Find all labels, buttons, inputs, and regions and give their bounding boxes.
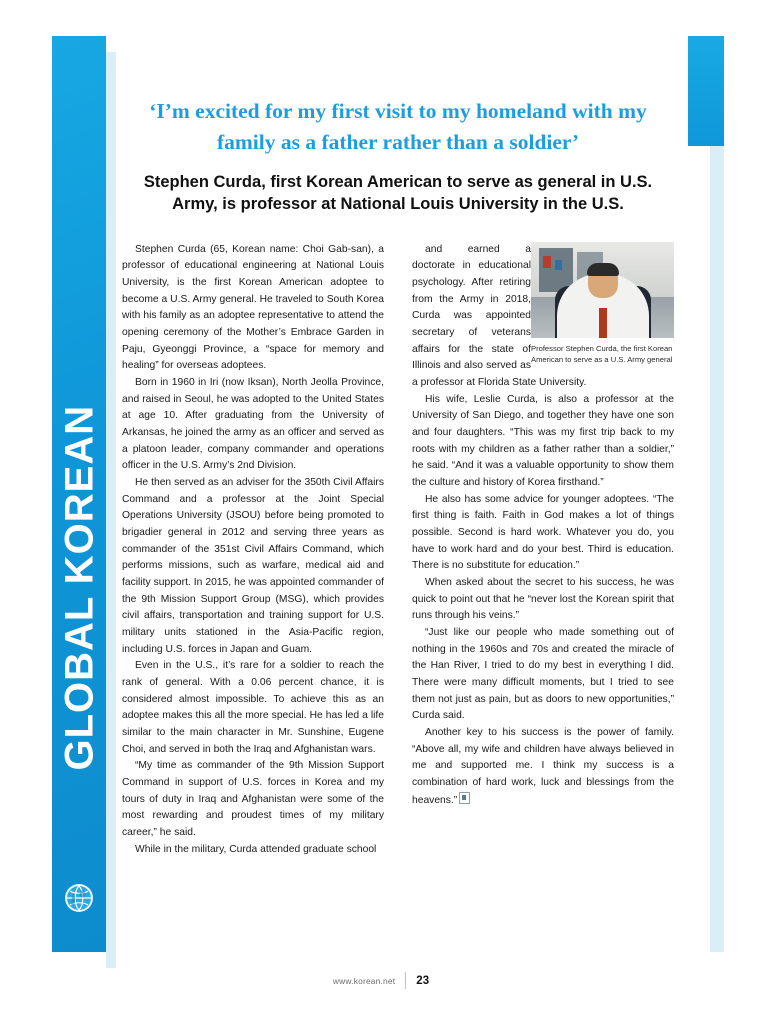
- section-title: GLOBAL KOREAN: [57, 404, 102, 771]
- corner-accent-band-light: [710, 146, 724, 952]
- paragraph: He then served as an adviser for the 350th Civil Affairs Command and a professor at the Joint Special Operations University (JSOU) before being promoted to brigadier general in 2012 and serving three years as commander of the 351st Civil Affairs Command, which performs missions, such as warfare, medical aid and facility support. In 2015, he was appointed commander of the 9th Mission Support Group (MSG), which provides civil affairs, transportation and training support for U.S. military units stationed in the Asia-Pacific region, including U.S. forces in Japan and Guam.: [122, 476, 384, 655]
- article-subheadline: Stephen Curda, first Korean American to serve as general in U.S. Army, is professor at National Louis University in the U.S.: [143, 173, 653, 214]
- page-number: 23: [416, 974, 430, 987]
- paragraph: Stephen Curda (65, Korean name: Choi Gab-san), a professor of educational engineering at National Louis University, is the first Korean American adoptee to become a U.S. Army general. He traveled to South Korea with his family as an adoptee representative to attend the opening ceremony of the Mother’s Embrace Garden in Paju, Gyeonggi Province, a “space for memory and healing” for overseas adoptees.: [122, 243, 384, 372]
- paragraph: While in the military, Curda attended graduate school: [135, 843, 377, 855]
- article-content: [122, 96, 674, 858]
- paragraph: His wife, Leslie Curda, is also a professor at the University of San Diego, and together they have one son and four daughters. “This was my first trip back to my roots with my children as a father rather than a soldier,” he said. “And it was a valuable opportunity to show them the culture and history of Korea firsthand.”: [412, 393, 674, 488]
- article-headline: ‘I’m excited for my first visit to my homeland with my family as a father rather than a soldier’: [149, 99, 647, 154]
- paragraph: He also has some advice for younger adoptees. “The first thing is faith. Faith in God makes a lot of things possible. Second is hard work. Whatever you do, you have to work hard and do your best. Third is education. There is no substitute for education.”: [412, 493, 674, 572]
- article-photo: [531, 242, 674, 338]
- page-footer: [0, 972, 762, 994]
- paragraph: “Just like our people who made something out of nothing in the 1960s and 70s and created the miracle of the Han River, I tried to do my best in everything I did. There were many difficult moments, but I tried to see them not just as pain, but as doors to new opportunities,” Curda said.: [412, 627, 674, 722]
- footer-divider: [405, 972, 406, 989]
- paragraph: “My time as commander of the 9th Mission Support Command in support of U.S. forces in Korea and my tours of duty in Iraq and Afghanistan were some of the most rewarding and proudest times of my military career,” he said.: [122, 760, 384, 839]
- paragraph: and earned a doctorate in educational psychology. After retiring from the Army in 2018, Curda was appointed secretary of veterans affairs for the state of Illinois and also served as a professor at Florida State University.: [412, 243, 587, 388]
- paragraph-text: Another key to his success is the power of family. “Above all, my wife and children have always believed in me and supported me. I think my success is a combination of hard work, luck and blessings from the heavens.”: [412, 727, 674, 806]
- footer-url[interactable]: www.korean.net: [332, 975, 396, 986]
- paragraph: Born in 1960 in Iri (now Iksan), North Jeolla Province, and raised in Seoul, he was adopted to the United States at age 10. After graduating from the University of Arkansas, he joined the army as an officer and served as a platoon leader, company commander and operations officer in the U.S. Army’s 2nd Division.: [122, 376, 384, 472]
- article-column-right: [412, 242, 674, 859]
- corner-accent-band: [688, 36, 724, 146]
- article-columns: [122, 242, 674, 859]
- sidebar-shadow: [106, 52, 116, 968]
- section-sidebar: [52, 36, 106, 952]
- globe-icon: [63, 882, 95, 914]
- article-column-left: [122, 242, 384, 859]
- end-mark-icon: [459, 792, 470, 804]
- paragraph-final: [412, 725, 674, 809]
- article-photo-block: [531, 242, 674, 365]
- paragraph: When asked about the secret to his success, he was quick to point out that he “never lost the Korean spirit that runs through his veins.”: [412, 577, 674, 622]
- photo-caption: Professor Stephen Curda, the first Korean American to serve as a U.S. Army general: [531, 343, 673, 364]
- paragraph: Even in the U.S., it’s rare for a soldier to reach the rank of general. With a 0.06 percent chance, it is considered almost impossible. To achieve this as an adoptee makes this all the more special. He has led a life similar to the main character in Mr. Sunshine, Eugene Choi, and served in both the Iraq and Afghanistan wars.: [122, 660, 384, 755]
